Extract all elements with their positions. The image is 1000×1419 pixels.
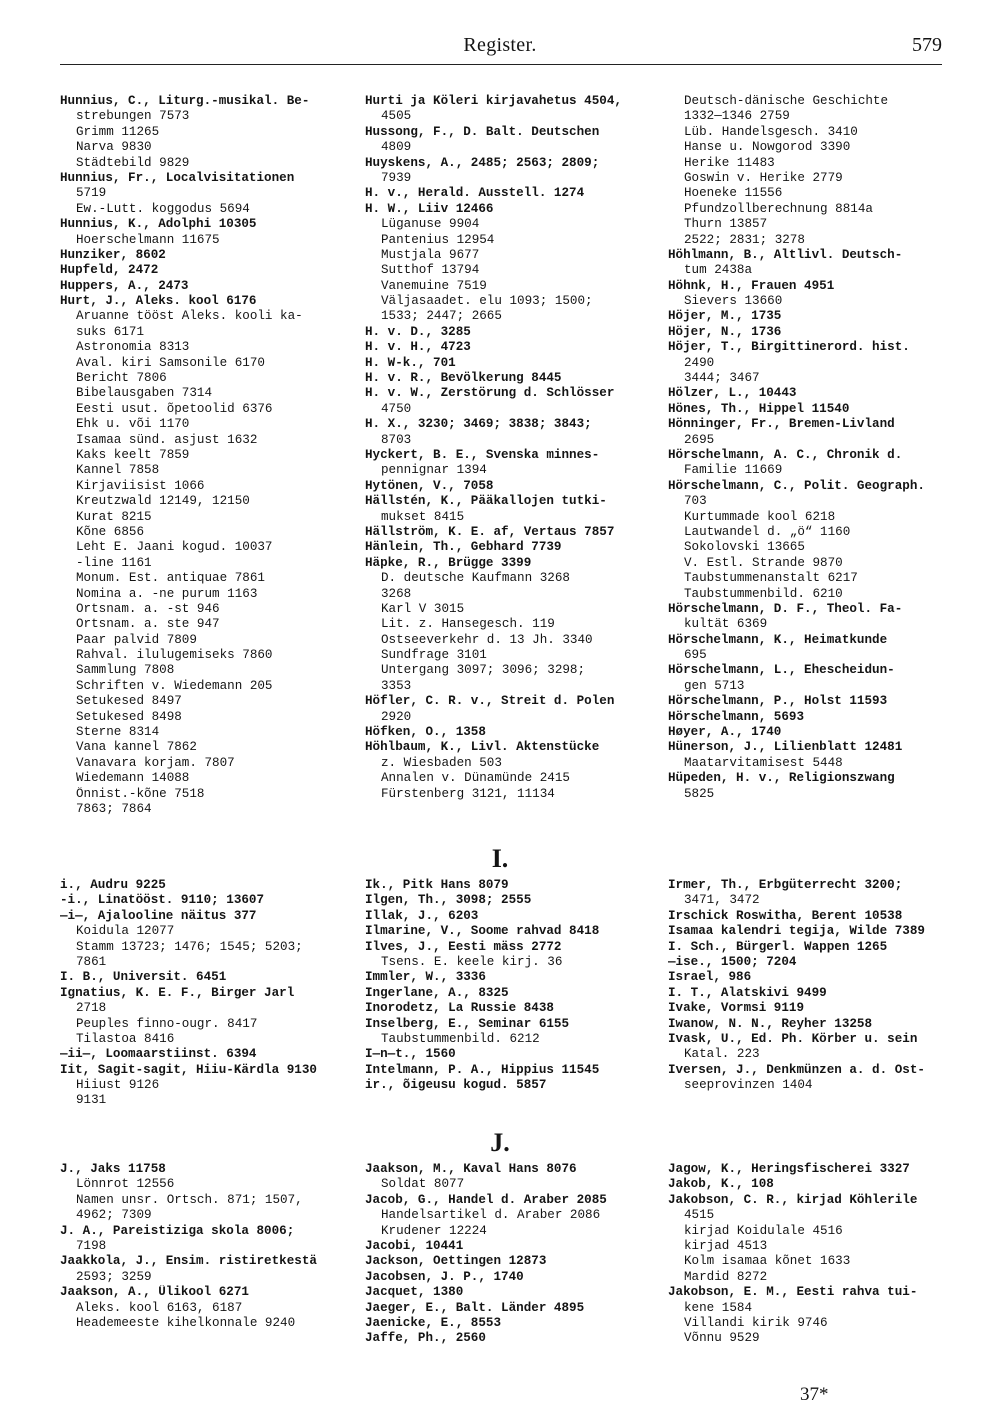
index-entry-heading: i., Audru 9225: [60, 878, 166, 892]
index-entry-heading: Hunnius, K., Adolphi 10305: [60, 217, 257, 232]
index-entry-heading: Hörschelmann, L., Ehescheidun-: [668, 663, 895, 678]
index-entry-line: Eesti usut. õpetoolid 6376: [76, 401, 273, 416]
index-entry-line: Sutthof 13794: [381, 263, 480, 278]
index-entry-line: Väljasaadet. elu 1093; 1500;: [381, 294, 593, 309]
index-entry-line: Lüb. Handelsgesch. 3410: [684, 124, 858, 139]
index-entry-line: 5825: [684, 786, 715, 801]
index-entry-heading: H. v. D., 3285: [365, 324, 471, 339]
index-entry-line: Kreutzwald 12149, 12150: [76, 494, 250, 509]
index-entry-heading: Ignatius, K. E. F., Birger Jarl: [60, 985, 295, 1000]
index-entry-line: Pfundzollberechnung 8814a: [684, 201, 873, 216]
index-entry-heading: Hurti ja Köleri kirjavahetus 4504,: [365, 94, 622, 108]
index-entry-heading: Isamaa kalendri tegija, Wilde 7389: [668, 924, 925, 939]
index-entry-line: 1533; 2447; 2665: [381, 309, 502, 324]
index-entry-heading: Jacquet, 1380: [365, 1285, 464, 1300]
index-entry-line: Aval. kiri Samsonile 6170: [76, 355, 265, 370]
index-entry-heading: Hörschelmann, D. F., Theol. Fa-: [668, 601, 903, 616]
index-entry-heading: Ingerlane, A., 8325: [365, 985, 509, 1000]
index-entry-line: Peuples finno-ougr. 8417: [76, 1016, 258, 1031]
index-entry-heading: Intelmann, P. A., Hippius 11545: [365, 1062, 600, 1077]
index-entry-line: 3268: [381, 586, 412, 601]
index-entry-line: Kirjaviisist 1066: [76, 478, 205, 493]
index-entry-line: 2695: [684, 432, 715, 447]
index-entry-line: Hoeneke 11556: [684, 186, 783, 201]
index-entry-heading: Jacob, G., Handel d. Araber 2085: [365, 1192, 607, 1207]
signature-mark: 37*: [800, 1384, 829, 1405]
index-entry-heading: Hällstén, K., Pääkallojen tutki-: [365, 494, 607, 509]
index-entry-heading: Jaakkola, J., Ensim. ristiretkestä: [60, 1254, 317, 1269]
index-entry-line: Lautwandel d. „ö“ 1160: [684, 524, 851, 539]
index-entry-heading: Hörschelmann, K., Heimatkunde: [668, 632, 888, 647]
index-entry-line: Leht E. Jaani kogud. 10037: [76, 540, 273, 555]
index-entry-line: Tilastoa 8416: [76, 1031, 175, 1046]
index-column: [668, 94, 946, 802]
index-entry-heading: —ise., 1500; 7204: [668, 954, 797, 969]
index-entry-line: Setukesed 8498: [76, 709, 182, 724]
index-entry-line: kirjad Koidulale 4516: [684, 1223, 843, 1238]
index-entry-line: Ortsnam. a. ste 947: [76, 617, 220, 632]
index-entry-line: kene 1584: [684, 1300, 753, 1315]
index-entry-line: Koidula 12077: [76, 924, 175, 939]
index-entry-heading: I—n—t., 1560: [365, 1047, 456, 1062]
index-entry-line: Sammlung 7808: [76, 663, 175, 678]
index-entry-heading: I. Sch., Bürgerl. Wappen 1265: [668, 939, 888, 954]
index-entry-heading: ir., õigeusu kogud. 5857: [365, 1078, 547, 1093]
index-entry-heading: Hunnius, Fr., Localvisitationen: [60, 170, 295, 185]
index-entry-heading: Höjer, M., 1735: [668, 309, 782, 324]
index-entry-line: Ortsnam. a. -st 946: [76, 601, 220, 616]
index-entry-line: gen 5713: [684, 678, 745, 693]
index-entry-line: Bibelausgaben 7314: [76, 386, 213, 401]
index-entry-heading: Jackson, Oettingen 12873: [365, 1254, 547, 1269]
index-entry-line: Deutsch-dänische Geschichte: [684, 94, 889, 108]
index-entry-line: Kurtummade kool 6218: [684, 509, 836, 524]
index-entry-heading: Iit, Sagit-sagit, Hiiu-Kärdla 9130: [60, 1062, 317, 1077]
index-entry-line: Taubstummenanstalt 6217: [684, 571, 858, 586]
index-entry-heading: -i., Linatööst. 9110; 13607: [60, 893, 265, 908]
index-entry-heading: Hurt, J., Aleks. kool 6176: [60, 294, 257, 309]
index-entry-line: Goswin v. Herike 2779: [684, 170, 843, 185]
index-entry-line: Ostseeverkehr d. 13 Jh. 3340: [381, 632, 593, 647]
index-entry-line: 2490: [684, 355, 715, 370]
index-entry-line: Astronomia 8313: [76, 340, 190, 355]
index-column: [365, 1162, 643, 1347]
index-entry-line: 703: [684, 494, 707, 509]
index-column: [60, 878, 338, 1109]
page-header-title: Register.: [463, 34, 537, 56]
index-entry-heading: Hupfeld, 2472: [60, 263, 159, 278]
index-entry-line: Vana kannel 7862: [76, 740, 197, 755]
index-entry-heading: Hussong, F., D. Balt. Deutschen: [365, 124, 600, 139]
index-entry-heading: Jacobsen, J. P., 1740: [365, 1269, 524, 1284]
index-entry-heading: H. v. H., 4723: [365, 340, 471, 355]
index-entry-heading: Höhnk, H., Frauen 4951: [668, 278, 835, 293]
index-entry-line: Hanse u. Nowgorod 3390: [684, 140, 851, 155]
index-entry-heading: Jagow, K., Heringsfischerei 3327: [668, 1162, 910, 1176]
index-entry-line: 695: [684, 648, 707, 663]
index-entry-heading: Jaakson, M., Kaval Hans 8076: [365, 1162, 577, 1176]
index-entry-line: 4962; 7309: [76, 1208, 152, 1223]
index-entry-line: Lit. z. Hansegesch. 119: [381, 617, 555, 632]
index-entry-line: 7861: [76, 954, 107, 969]
index-entry-line: Vanemuine 7519: [381, 278, 487, 293]
index-entry-line: Schriften v. Wiedemann 205: [76, 678, 273, 693]
index-entry-line: 7939: [381, 170, 412, 185]
index-entry-line: D. deutsche Kaufmann 3268: [381, 571, 570, 586]
index-entry-line: Isamaa sünd. asjust 1632: [76, 432, 258, 447]
index-entry-heading: I. T., Alatskivi 9499: [668, 985, 827, 1000]
index-entry-line: tum 2438a: [684, 263, 753, 278]
index-entry-line: Maatarvitamisest 5448: [684, 755, 843, 770]
index-entry-heading: Jaffe, Ph., 2560: [365, 1331, 486, 1346]
index-entry-heading: Jakobson, C. R., kirjad Köhlerile: [668, 1192, 918, 1207]
index-entry-heading: Høyer, A., 1740: [668, 725, 782, 740]
index-entry-line: seeprovinzen 1404: [684, 1078, 813, 1093]
index-entry-line: 5719: [76, 186, 107, 201]
index-entry-line: Heademeeste kihelkonnale 9240: [76, 1315, 296, 1330]
index-entry-line: Nomina a. -ne purum 1163: [76, 586, 258, 601]
index-entry-line: Paar palvid 7809: [76, 632, 197, 647]
index-entry-heading: Hönninger, Fr., Bremen-Livland: [668, 417, 895, 432]
index-entry-line: Sundfrage 3101: [381, 648, 487, 663]
index-entry-line: 3471, 3472: [684, 893, 760, 908]
index-entry-line: 4750: [381, 401, 412, 416]
section-letter-j: J.: [490, 1128, 510, 1157]
index-entry-line: Katal. 223: [684, 1047, 760, 1062]
index-entry-heading: Ik., Pitk Hans 8079: [365, 878, 509, 892]
index-entry-line: Fürstenberg 3121, 11134: [381, 786, 555, 801]
index-entry-heading: H. W-k., 701: [365, 355, 456, 370]
index-entry-heading: Iversen, J., Denkmünzen a. d. Ost-: [668, 1062, 925, 1077]
index-entry-line: kultät 6369: [684, 617, 768, 632]
index-entry-heading: H. v. W., Zerstörung d. Schlösser: [365, 386, 615, 401]
index-entry-line: Aruanne tööst Aleks. kooli ka-: [76, 309, 303, 324]
index-entry-line: mukset 8415: [381, 509, 465, 524]
index-entry-line: Pantenius 12954: [381, 232, 495, 247]
index-entry-line: Hiiust 9126: [76, 1078, 160, 1093]
index-entry-line: Familie 11669: [684, 463, 783, 478]
index-entry-heading: Inorodetz, La Russie 8438: [365, 1001, 554, 1016]
index-entry-heading: Israel, 986: [668, 970, 752, 985]
index-entry-heading: Irschick Roswitha, Berent 10538: [668, 908, 903, 923]
index-entry-heading: Jaenicke, E., 8553: [365, 1315, 502, 1330]
index-entry-heading: Inselberg, E., Seminar 6155: [365, 1016, 570, 1031]
index-entry-line: 8703: [381, 432, 412, 447]
index-entry-heading: Hönes, Th., Hippel 11540: [668, 401, 850, 416]
index-entry-heading: Ilgen, Th., 3098; 2555: [365, 893, 532, 908]
index-entry-line: Soldat 8077: [381, 1177, 465, 1192]
index-entry-heading: Hunnius, C., Liturg.-musikal. Be-: [60, 94, 310, 108]
index-entry-heading: I. B., Universit. 6451: [60, 970, 227, 985]
index-entry-line: 4505: [381, 109, 412, 124]
index-entry-line: Kolm isamaa kõnet 1633: [684, 1254, 851, 1269]
index-entry-line: Untergang 3097; 3096; 3298;: [381, 663, 586, 678]
index-entry-line: Tsens. E. keele kirj. 36: [381, 954, 563, 969]
index-entry-line: 2522; 2831; 3278: [684, 232, 805, 247]
index-entry-line: Sterne 8314: [76, 725, 160, 740]
index-entry-heading: Hörschelmann, A. C., Chronik d.: [668, 447, 903, 462]
index-entry-line: Stamm 13723; 1476; 1545; 5203;: [76, 939, 303, 954]
index-entry-heading: H. X., 3230; 3469; 3838; 3843;: [365, 417, 592, 432]
index-entry-line: Kurat 8215: [76, 509, 152, 524]
index-entry-heading: Hörschelmann, 5693: [668, 709, 805, 724]
index-entry-line: Grimm 11265: [76, 124, 160, 139]
page-number: 579: [912, 34, 942, 56]
index-entry-line: Kaks keelt 7859: [76, 447, 190, 462]
index-entry-heading: —ii—, Loomaarstiinst. 6394: [60, 1047, 257, 1062]
index-entry-heading: Hyckert, B. E., Svenska minnes-: [365, 447, 600, 462]
index-column: [668, 1162, 946, 1347]
index-column: [668, 878, 946, 1093]
index-entry-heading: Jaeger, E., Balt. Länder 4895: [365, 1300, 585, 1315]
index-entry-line: Krudener 12224: [381, 1223, 487, 1238]
index-entry-line: strebungen 7573: [76, 109, 190, 124]
index-entry-heading: —i—, Ajalooline näitus 377: [60, 908, 257, 923]
index-entry-line: Namen unsr. Ortsch. 871; 1507,: [76, 1192, 303, 1207]
index-entry-line: z. Wiesbaden 503: [381, 755, 502, 770]
index-entry-line: Vanavara korjam. 7807: [76, 755, 235, 770]
index-entry-line: Önnist.-kõne 7518: [76, 786, 205, 801]
index-entry-heading: Jakob, K., 108: [668, 1177, 774, 1192]
index-entry-heading: H. v., Herald. Ausstell. 1274: [365, 186, 585, 201]
index-entry-line: Städtebild 9829: [76, 155, 190, 170]
index-entry-heading: H. v. R., Bevölkerung 8445: [365, 371, 562, 386]
index-entry-line: Ew.-Lutt. koggodus 5694: [76, 201, 250, 216]
index-entry-line: pennignar 1394: [381, 463, 487, 478]
index-entry-line: Handelsartikel d. Araber 2086: [381, 1208, 601, 1223]
index-entry-heading: Huppers, A., 2473: [60, 278, 189, 293]
index-entry-heading: Hörschelmann, P., Holst 11593: [668, 694, 888, 709]
index-entry-heading: Höfken, O., 1358: [365, 725, 486, 740]
index-entry-line: Bericht 7806: [76, 371, 167, 386]
index-entry-heading: Hytönen, V., 7058: [365, 478, 494, 493]
index-entry-heading: Illak, J., 6203: [365, 908, 479, 923]
index-entry-heading: Hölzer, L., 10443: [668, 386, 797, 401]
index-entry-line: 2718: [76, 1001, 107, 1016]
index-entry-line: 2920: [381, 709, 412, 724]
index-entry-line: Ehk u. või 1170: [76, 417, 190, 432]
header-rule: [60, 64, 942, 65]
index-entry-line: 7198: [76, 1238, 107, 1253]
index-entry-line: Annalen v. Dünamünde 2415: [381, 771, 570, 786]
index-entry-heading: Häpke, R., Brügge 3399: [365, 555, 532, 570]
index-entry-line: 7863; 7864: [76, 801, 152, 816]
index-entry-line: Võnnu 9529: [684, 1331, 760, 1346]
index-entry-line: Herike 11483: [684, 155, 775, 170]
index-entry-heading: H. W., Liiv 12466: [365, 201, 494, 216]
index-column: [60, 94, 338, 817]
index-entry-heading: Iwanow, N. N., Reyher 13258: [668, 1016, 873, 1031]
index-entry-line: suks 6171: [76, 324, 145, 339]
index-entry-heading: Ivask, U., Ed. Ph. Körber u. sein: [668, 1031, 918, 1046]
index-entry-heading: Jaakson, A., Ülikool 6271: [60, 1285, 249, 1300]
index-entry-line: Sievers 13660: [684, 294, 783, 309]
index-entry-heading: Hörschelmann, C., Polit. Geograph.: [668, 478, 925, 493]
index-entry-line: Monum. Est. antiquae 7861: [76, 571, 265, 586]
index-entry-heading: Höjer, T., Birgittinerord. hist.: [668, 340, 910, 355]
index-entry-line: Karl V 3015: [381, 601, 465, 616]
index-entry-line: Sokolovski 13665: [684, 540, 805, 555]
index-entry-heading: Höhlbaum, K., Livl. Aktenstücke: [365, 740, 600, 755]
index-column: [60, 1162, 338, 1331]
index-entry-line: Setukesed 8497: [76, 694, 182, 709]
index-entry-heading: Hüpeden, H. v., Religionszwang: [668, 771, 895, 786]
index-entry-line: Hoerschelmann 11675: [76, 232, 220, 247]
index-entry-line: Aleks. kool 6163, 6187: [76, 1300, 243, 1315]
index-entry-line: 1332—1346 2759: [684, 109, 790, 124]
index-entry-line: Wiedemann 14088: [76, 771, 190, 786]
index-entry-heading: Hällström, K. E. af, Vertaus 7857: [365, 524, 615, 539]
index-entry-line: Mustjala 9677: [381, 247, 480, 262]
index-entry-heading: Huyskens, A., 2485; 2563; 2809;: [365, 155, 600, 170]
index-entry-heading: Hänlein, Th., Gebhard 7739: [365, 540, 562, 555]
index-entry-line: kirjad 4513: [684, 1238, 768, 1253]
index-entry-heading: Höhlmann, B., Altlivl. Deutsch-: [668, 247, 903, 262]
index-column: [365, 94, 643, 802]
index-entry-line: 3353: [381, 678, 412, 693]
index-entry-heading: Höjer, N., 1736: [668, 324, 782, 339]
index-entry-line: Rahval. ilulugemiseks 7860: [76, 648, 273, 663]
index-entry-heading: Jakobson, E. M., Eesti rahva tui-: [668, 1285, 918, 1300]
index-entry-line: V. Estl. Strande 9870: [684, 555, 843, 570]
index-entry-line: -line 1161: [76, 555, 152, 570]
index-entry-line: Taubstummenbild. 6210: [684, 586, 843, 601]
index-entry-heading: Höfler, C. R. v., Streit d. Polen: [365, 694, 615, 709]
index-entry-line: 2593; 3259: [76, 1269, 152, 1284]
index-entry-heading: Ilmarine, V., Soome rahvad 8418: [365, 924, 600, 939]
index-entry-line: 9131: [76, 1093, 107, 1108]
index-entry-heading: Irmer, Th., Erbgüterrecht 3200;: [668, 878, 903, 892]
index-entry-line: 3444; 3467: [684, 371, 760, 386]
index-entry-heading: Hunziker, 8602: [60, 247, 166, 262]
index-entry-line: Taubstummenbild. 6212: [381, 1031, 540, 1046]
index-entry-line: Thurn 13857: [684, 217, 768, 232]
index-entry-heading: Ilves, J., Eesti mäss 2772: [365, 939, 562, 954]
index-entry-line: 4515: [684, 1208, 715, 1223]
index-entry-line: Lüganuse 9904: [381, 217, 480, 232]
section-letter-i: I.: [491, 844, 509, 873]
index-entry-line: 4809: [381, 140, 412, 155]
index-entry-line: Lönnrot 12556: [76, 1177, 175, 1192]
index-entry-heading: Ivake, Vormsi 9119: [668, 1001, 805, 1016]
index-entry-line: Kannel 7858: [76, 463, 160, 478]
index-entry-line: Mardid 8272: [684, 1269, 768, 1284]
index-entry-heading: J. A., Pareistiziga skola 8006;: [60, 1223, 295, 1238]
index-entry-line: Villandi kirik 9746: [684, 1315, 828, 1330]
index-column: [365, 878, 643, 1093]
index-entry-heading: Jacobi, 10441: [365, 1238, 464, 1253]
index-entry-line: Narva 9830: [76, 140, 152, 155]
index-entry-line: Kõne 6856: [76, 524, 145, 539]
index-entry-heading: Immler, W., 3336: [365, 970, 486, 985]
index-entry-heading: Hünerson, J., Lilienblatt 12481: [668, 740, 903, 755]
index-entry-heading: J., Jaks 11758: [60, 1162, 166, 1176]
